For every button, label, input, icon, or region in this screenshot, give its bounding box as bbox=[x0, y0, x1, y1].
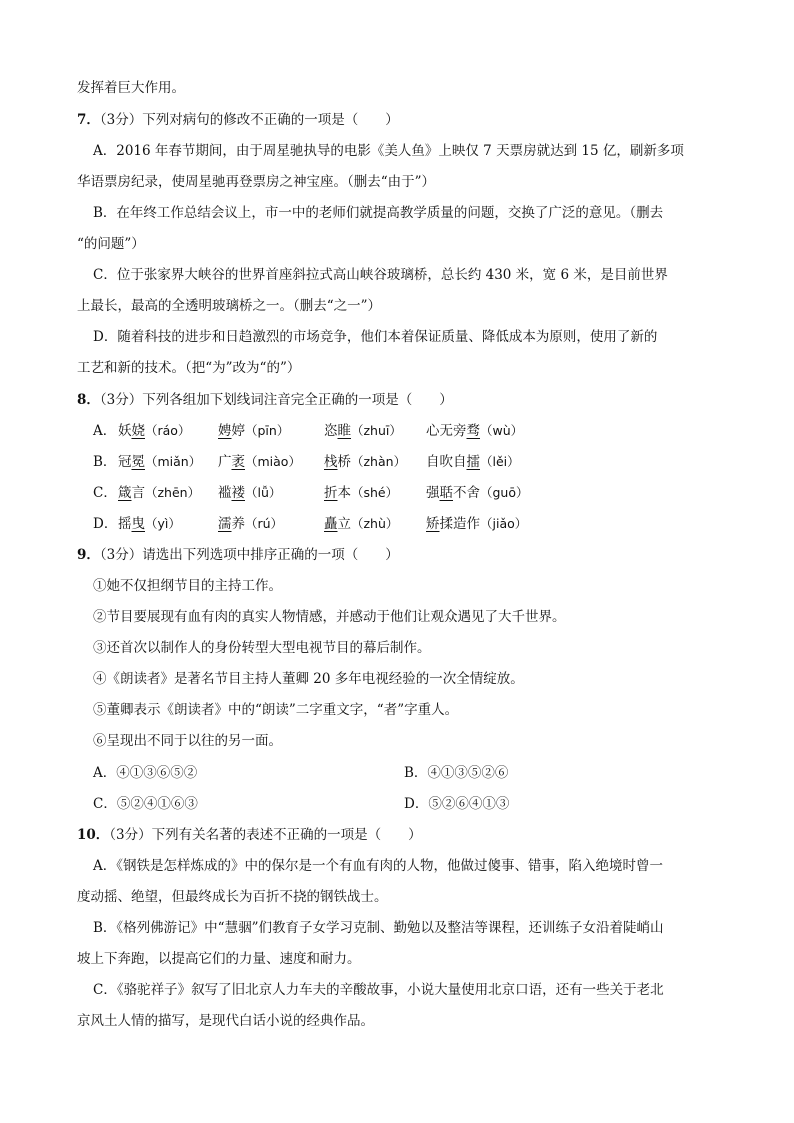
q8-word bbox=[426, 514, 527, 534]
q8-option-letter: C． bbox=[93, 485, 117, 501]
q7-option-a-cont: 华语票房纪录，使周星驰再登票房之神宝座。（删去“由于”） bbox=[77, 174, 436, 190]
q8-word bbox=[118, 483, 200, 503]
q8-option-letter: A． bbox=[93, 423, 117, 439]
q8-underlined-char: 睢 bbox=[337, 423, 351, 439]
q8-word bbox=[324, 514, 398, 534]
q10-option-a: A．《钢铁是怎样炼成的》中的保尔是一个有血有肉的人物，他做过傻事、错事，陷入绝境时曾一 bbox=[93, 858, 663, 874]
q8-word-text: 冠 bbox=[118, 454, 132, 470]
q8-underlined-char: 袤 bbox=[231, 454, 245, 470]
q7-option-c: C．位于张家界大峡谷的世界首座斜拉式高山峡谷玻璃桥，总长约 430 米，宽 6 米，是目前世界 bbox=[93, 267, 668, 283]
q8-pinyin: （lǚ） bbox=[245, 485, 282, 500]
q8-word bbox=[324, 421, 402, 441]
q8-underlined-char: 娉 bbox=[218, 423, 232, 439]
q8-word bbox=[218, 421, 289, 441]
q10-score: （3分） bbox=[109, 827, 152, 843]
q8-underlined-char: 栈 bbox=[324, 454, 338, 470]
q8-word-text: 自吹自 bbox=[426, 454, 467, 470]
q8-pinyin: （wù） bbox=[480, 423, 524, 438]
q8-pinyin: （zhuī） bbox=[351, 423, 402, 438]
q9-sentence-1: ①她不仅担纲节目的主持工作。 bbox=[93, 578, 282, 594]
q8-pinyin: （jiǎo） bbox=[480, 516, 528, 531]
q8-underlined-char: 濡 bbox=[218, 516, 232, 532]
q9-sentence-3: ③还首次以制作人的身份转型大型电视节目的幕后制作。 bbox=[93, 640, 431, 656]
q7-question: 下列对病句的修改不正确的一项是（ ） bbox=[142, 112, 399, 128]
q9-number: 9． bbox=[77, 547, 100, 563]
q8-word-text: 立 bbox=[337, 516, 351, 532]
q8-underlined-char: 擂 bbox=[466, 454, 480, 470]
q8-option-letter: D． bbox=[93, 516, 118, 532]
q10-option-a-cont: 度动摇、绝望，但最终成长为百折不挠的钢铁战士。 bbox=[77, 889, 388, 905]
q9-score: （3分） bbox=[99, 547, 143, 563]
q9-sentence-5: ⑤董卿表示《朗读者》中的“朗读”二字重文字，“者”字重人。 bbox=[93, 702, 459, 718]
q8-word-text: 言 bbox=[131, 485, 145, 501]
q8-word bbox=[426, 452, 520, 472]
q8-underlined-char: 曳 bbox=[131, 516, 145, 532]
q9-stem bbox=[77, 545, 399, 565]
q8-pinyin: （miǎn） bbox=[145, 454, 202, 469]
q9-sentence-4: ④《朗读者》是著名节目主持人董卿 20 多年电视经验的一次全情绽放。 bbox=[93, 671, 524, 687]
q7-number: 7． bbox=[77, 112, 100, 128]
q8-word-text: 褴 bbox=[218, 485, 232, 501]
q8-pinyin: （rú） bbox=[245, 516, 284, 531]
q10-option-c: C．《骆驼祥子》叙写了旧北京人力车夫的辛酸故事，小说大量使用北京口语，还有一些关于老北 bbox=[93, 982, 664, 998]
q10-number: 10． bbox=[77, 827, 110, 843]
q8-word-text: 婷 bbox=[231, 423, 245, 439]
q8-underlined-char: 褛 bbox=[231, 485, 245, 501]
q8-underlined-char: 聒 bbox=[439, 485, 453, 501]
q10-question: 下列有关名著的表述不正确的一项是（ ） bbox=[151, 827, 422, 843]
q8-pinyin: （shé） bbox=[351, 485, 399, 500]
q9-option-b: B．④①③⑤②⑥ bbox=[404, 765, 509, 781]
q8-option-letter: B． bbox=[93, 454, 117, 470]
q8-score: （3分） bbox=[99, 392, 143, 408]
q9-question: 请选出下列选项中排序正确的一项（ ） bbox=[142, 547, 399, 563]
q8-word-text: 揉造作 bbox=[439, 516, 480, 532]
q8-word bbox=[218, 452, 301, 472]
q8-word bbox=[218, 483, 281, 503]
q8-number: 8． bbox=[77, 392, 100, 408]
q8-word-text: 养 bbox=[231, 516, 245, 532]
q7-option-d: D．随着科技的进步和日趋激烈的市场竞争，他们本着保证质量、降低成本为原则，使用了新的 bbox=[93, 329, 658, 345]
q8-word bbox=[118, 514, 181, 534]
q8-question: 下列各组加下划线词注音完全正确的一项是（ ） bbox=[142, 392, 453, 408]
q8-word-text: 摇 bbox=[118, 516, 132, 532]
q7-option-a: A．2016 年春节期间，由于周星驰执导的电影《美人鱼》上映仅 7 天票房就达到 15 亿，刷新多项 bbox=[93, 143, 684, 159]
q8-underlined-char: 矗 bbox=[324, 516, 338, 532]
q8-word bbox=[426, 421, 523, 441]
q8-word-text: 恣 bbox=[324, 423, 338, 439]
q8-word-text: 本 bbox=[337, 485, 351, 501]
q7-option-b: B．在年终工作总结会议上，市一中的老师们就提高教学质量的问题，交换了广泛的意见。（删去 bbox=[93, 205, 664, 221]
q8-pinyin: （zhēn） bbox=[145, 485, 201, 500]
q8-word-text: 广 bbox=[218, 454, 232, 470]
q9-option-c: C．⑤②④①⑥③ bbox=[93, 796, 198, 812]
q7-option-b-cont: “的问题”） bbox=[77, 236, 145, 252]
q9-sentence-2: ②节目要展现有血有肉的真实人物情感，并感动于他们让观众遇见了大千世界。 bbox=[93, 609, 566, 625]
q8-word bbox=[324, 483, 398, 503]
q8-pinyin: （lěi） bbox=[480, 454, 520, 469]
q9-option-d: D．⑤②⑥④①③ bbox=[404, 796, 510, 812]
q8-underlined-char: 骛 bbox=[466, 423, 480, 439]
q7-score: （3分） bbox=[99, 112, 143, 128]
q8-stem bbox=[77, 390, 453, 410]
q8-word-text: 不舍 bbox=[453, 485, 480, 501]
q8-underlined-char: 矫 bbox=[426, 516, 440, 532]
q8-word bbox=[426, 483, 529, 503]
q8-pinyin: （zhàn） bbox=[351, 454, 407, 469]
q8-underlined-char: 娆 bbox=[131, 423, 145, 439]
q8-word bbox=[218, 514, 283, 534]
q8-underlined-char: 冕 bbox=[131, 454, 145, 470]
q8-word bbox=[118, 421, 190, 441]
q8-word-text: 妖 bbox=[118, 423, 132, 439]
q10-option-b-cont: 坡上下奔跑，以提高它们的力量、速度和耐力。 bbox=[77, 951, 361, 967]
q8-pinyin: （pīn） bbox=[245, 423, 290, 438]
q7-option-d-cont: 工艺和新的技术。（把“为”改为“的”） bbox=[77, 360, 301, 376]
q8-pinyin: （guō） bbox=[480, 485, 529, 500]
q8-underlined-char: 箴 bbox=[118, 485, 132, 501]
q9-option-a: A．④①③⑥⑤② bbox=[93, 765, 198, 781]
q10-option-b: B．《格列佛游记》中“慧骃”们教育子女学习克制、勤勉以及整洁等课程，还训练子女沿着陡峭山 bbox=[93, 920, 664, 936]
q8-word bbox=[118, 452, 201, 472]
q8-word-text: 强 bbox=[426, 485, 440, 501]
q8-word bbox=[324, 452, 406, 472]
q9-sentence-6: ⑥呈现出不同于以往的另一面。 bbox=[93, 733, 282, 749]
q8-word-text: 心无旁 bbox=[426, 423, 467, 439]
q10-stem bbox=[77, 825, 422, 845]
q8-word-text: 桥 bbox=[337, 454, 351, 470]
q8-pinyin: （yì） bbox=[145, 516, 181, 531]
q7-stem bbox=[77, 110, 399, 130]
q6-tail: 发挥着巨大作用。 bbox=[77, 80, 185, 96]
q8-underlined-char: 折 bbox=[324, 485, 338, 501]
q10-option-c-cont: 京风土人情的描写，是现代白话小说的经典作品。 bbox=[77, 1013, 374, 1029]
q7-option-c-cont: 上最长，最高的全透明玻璃桥之一。（删去“之一”） bbox=[77, 298, 382, 314]
q8-pinyin: （miào） bbox=[245, 454, 301, 469]
q8-pinyin: （ráo） bbox=[145, 423, 191, 438]
q8-pinyin: （zhù） bbox=[351, 516, 399, 531]
